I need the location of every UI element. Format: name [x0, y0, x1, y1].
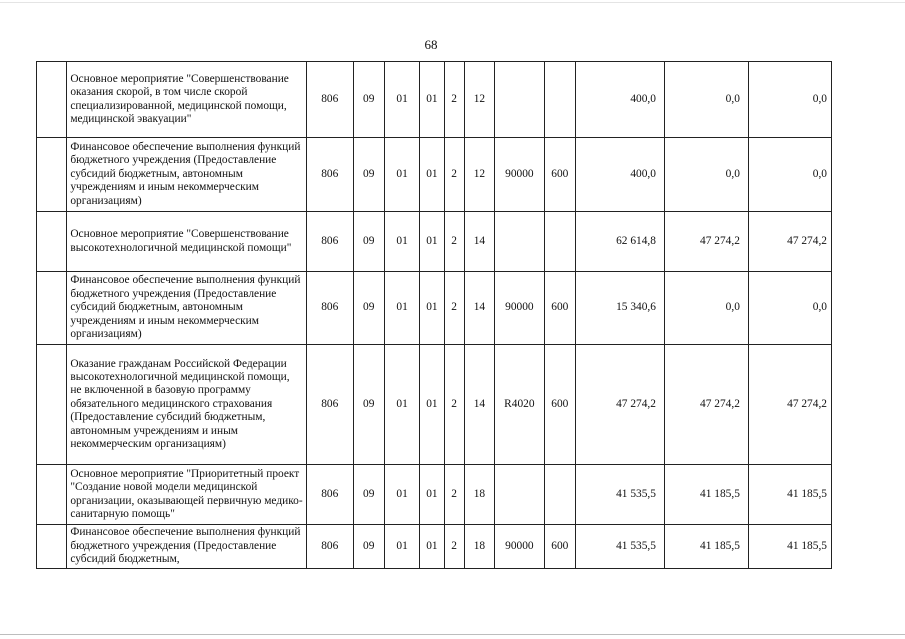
- description-cell: Финансовое обеспечение выполнения функций бюджетного учреждения (Предоставление субсидий бюджетным, автономным учреждениям и иным некоммерческим организациям): [67, 272, 307, 345]
- index-cell: [37, 465, 67, 525]
- direction-cell: [495, 62, 545, 138]
- expense-type-cell: 600: [544, 345, 575, 465]
- amount-year3-cell: 47 274,2: [748, 212, 831, 272]
- amount-year3-cell: 41 185,5: [748, 525, 831, 569]
- subprogram-cell: 2: [444, 62, 464, 138]
- program-cell: 01: [420, 212, 444, 272]
- grbs-cell: 806: [307, 62, 354, 138]
- section-cell: 09: [353, 212, 384, 272]
- grbs-cell: 806: [307, 138, 354, 212]
- amount-year2-cell: 47 274,2: [664, 345, 748, 465]
- expense-type-cell: [544, 62, 575, 138]
- program-cell: 01: [420, 138, 444, 212]
- expense-type-cell: 600: [544, 272, 575, 345]
- grbs-cell: 806: [307, 272, 354, 345]
- table-row: [37, 345, 832, 465]
- index-cell: [37, 272, 67, 345]
- index-cell: [37, 345, 67, 465]
- measure-cell: 12: [464, 62, 494, 138]
- table-row: [37, 465, 832, 525]
- subsection-cell: 01: [384, 272, 419, 345]
- amount-year1-cell: 41 535,5: [575, 525, 664, 569]
- section-cell: 09: [353, 138, 384, 212]
- program-cell: 01: [420, 345, 444, 465]
- grbs-cell: 806: [307, 212, 354, 272]
- subsection-cell: 01: [384, 525, 419, 569]
- amount-year3-cell: 0,0: [748, 272, 831, 345]
- program-cell: 01: [420, 272, 444, 345]
- expense-type-cell: 600: [544, 138, 575, 212]
- expense-type-cell: 600: [544, 525, 575, 569]
- amount-year3-cell: 47 274,2: [748, 345, 831, 465]
- amount-year1-cell: 41 535,5: [575, 465, 664, 525]
- table-row: [37, 525, 832, 569]
- amount-year1-cell: 62 614,8: [575, 212, 664, 272]
- amount-year2-cell: 0,0: [664, 62, 748, 138]
- table-row: [37, 138, 832, 212]
- measure-cell: 14: [464, 345, 494, 465]
- page-number: 68: [424, 37, 438, 52]
- scan-top-edge: [0, 2, 905, 3]
- amount-year2-cell: 0,0: [664, 138, 748, 212]
- index-cell: [37, 62, 67, 138]
- subprogram-cell: 2: [444, 525, 464, 569]
- grbs-cell: 806: [307, 465, 354, 525]
- table-row: [37, 62, 832, 138]
- description-cell: Основное мероприятие "Приоритетный проект "Создание новой модели медицинской организации, оказывающей первичную медико-санитарную помощь": [67, 465, 307, 525]
- section-cell: 09: [353, 62, 384, 138]
- description-cell: Оказание гражданам Российской Федерации высокотехнологичной медицинской помощи, не включенной в базовую программу обязательного медицинского страхования (Предоставление субсидий бюджетным, автономным учреждениям и иным некоммерческим организациям): [67, 345, 307, 465]
- section-cell: 09: [353, 272, 384, 345]
- measure-cell: 14: [464, 212, 494, 272]
- description-cell: Финансовое обеспечение выполнения функций бюджетного учреждения (Предоставление субсидий бюджетным, автономным учреждениям и иным некоммерческим организациям): [67, 138, 307, 212]
- program-cell: 01: [420, 465, 444, 525]
- amount-year2-cell: 41 185,5: [664, 465, 748, 525]
- direction-cell: 90000: [495, 525, 545, 569]
- table-row: [37, 272, 832, 345]
- grbs-cell: 806: [307, 525, 354, 569]
- amount-year1-cell: 15 340,6: [575, 272, 664, 345]
- amount-year1-cell: 400,0: [575, 138, 664, 212]
- subsection-cell: 01: [384, 212, 419, 272]
- subsection-cell: 01: [384, 465, 419, 525]
- subprogram-cell: 2: [444, 138, 464, 212]
- expense-type-cell: [544, 212, 575, 272]
- direction-cell: 90000: [495, 138, 545, 212]
- scan-bottom-edge: [0, 634, 905, 635]
- measure-cell: 12: [464, 138, 494, 212]
- amount-year2-cell: 41 185,5: [664, 525, 748, 569]
- direction-cell: R4020: [495, 345, 545, 465]
- index-cell: [37, 138, 67, 212]
- description-cell: Финансовое обеспечение выполнения функций бюджетного учреждения (Предоставление субсидий бюджетным,: [67, 525, 307, 569]
- budget-table: [36, 61, 832, 569]
- section-cell: 09: [353, 525, 384, 569]
- direction-cell: [495, 212, 545, 272]
- description-cell: Основное мероприятие "Совершенствование оказания скорой, в том числе скорой специализированной, медицинской помощи, медицинской эвакуации": [67, 62, 307, 138]
- amount-year2-cell: 47 274,2: [664, 212, 748, 272]
- grbs-cell: 806: [307, 345, 354, 465]
- amount-year1-cell: 400,0: [575, 62, 664, 138]
- subprogram-cell: 2: [444, 465, 464, 525]
- description-cell: Основное мероприятие "Совершенствование высокотехнологичной медицинской помощи": [67, 212, 307, 272]
- direction-cell: [495, 465, 545, 525]
- amount-year3-cell: 0,0: [748, 138, 831, 212]
- measure-cell: 18: [464, 465, 494, 525]
- subprogram-cell: 2: [444, 212, 464, 272]
- measure-cell: 14: [464, 272, 494, 345]
- subsection-cell: 01: [384, 62, 419, 138]
- table-body: [37, 62, 832, 569]
- amount-year3-cell: 41 185,5: [748, 465, 831, 525]
- direction-cell: 90000: [495, 272, 545, 345]
- subprogram-cell: 2: [444, 272, 464, 345]
- subprogram-cell: 2: [444, 345, 464, 465]
- index-cell: [37, 212, 67, 272]
- measure-cell: 18: [464, 525, 494, 569]
- program-cell: 01: [420, 525, 444, 569]
- subsection-cell: 01: [384, 345, 419, 465]
- section-cell: 09: [353, 465, 384, 525]
- index-cell: [37, 525, 67, 569]
- amount-year3-cell: 0,0: [748, 62, 831, 138]
- section-cell: 09: [353, 345, 384, 465]
- amount-year1-cell: 47 274,2: [575, 345, 664, 465]
- table-row: [37, 212, 832, 272]
- subsection-cell: 01: [384, 138, 419, 212]
- program-cell: 01: [420, 62, 444, 138]
- amount-year2-cell: 0,0: [664, 272, 748, 345]
- expense-type-cell: [544, 465, 575, 525]
